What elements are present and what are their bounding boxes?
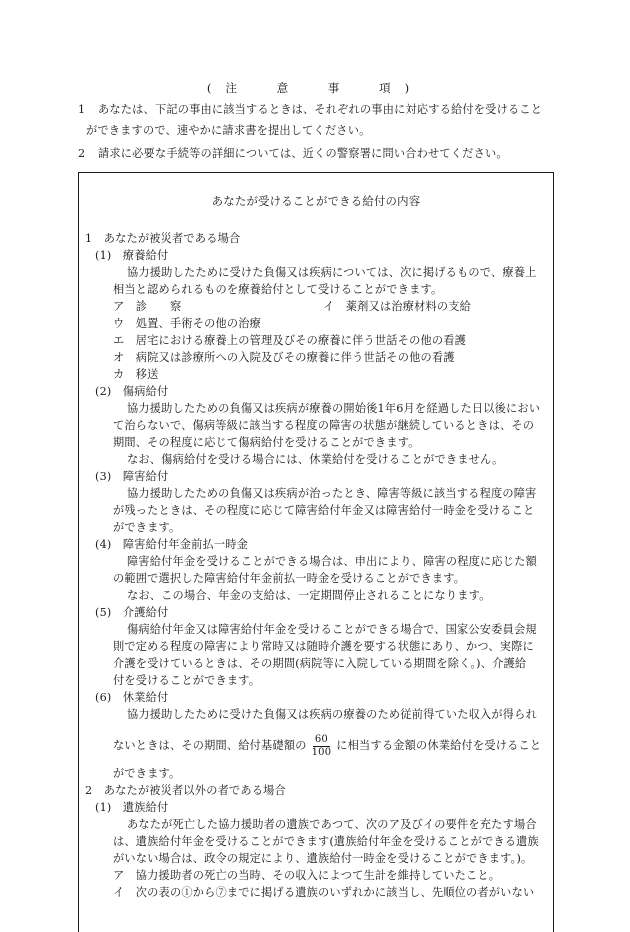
notice-item-number: 1 <box>78 103 86 116</box>
body-text: 協力援助したために受けた負傷又は疾病の療養のため従前得ていた収入が得られ <box>127 708 537 721</box>
notice-item-number: 2 <box>78 147 86 160</box>
body-text: 則で定める程度の障害により常時又は随時介護を要する状態にあり、かつ、実際に <box>113 640 534 653</box>
body-text: あなたが死亡した協力援助者の遺族であつて、次のア及びイの要件を充たす場合 <box>127 818 537 831</box>
list-item: エ 居宅における療養上の管理及びその療養に伴う世話その他の看護 <box>113 334 467 347</box>
body-text: て治らないで、傷病等級に該当する程度の障害の状態が継続しているときは、その <box>113 419 535 432</box>
body-text: 協力援助したために受けた負傷又は疾病については、次に掲げるもので、療養上 <box>127 266 537 279</box>
body-text: なお、この場合、年金の支給は、一定期間停止されることになります。 <box>127 589 491 602</box>
notice-item-2 <box>78 143 558 164</box>
list-item: イ 次の表の①から⑦までに掲げる遺族のいずれかに該当し、先順位の者がいない <box>113 886 535 899</box>
body-text: 期間、その程度に応じて傷病給付を受けることができます。 <box>113 436 420 449</box>
body-text: ができます。 <box>113 521 181 534</box>
body-text: は、遺族給付年金を受けることができます(遺族給付年金を受けることができる遺族 <box>113 835 539 848</box>
section-heading: 1 あなたが被災者である場合 <box>85 232 241 245</box>
body-text: ないときは、その期間、給付基礎額の <box>113 739 307 752</box>
list-item: カ 移送 <box>113 368 159 381</box>
fraction-numerator: 60 <box>314 733 328 745</box>
subsection-heading: (6) 休業給付 <box>95 691 169 704</box>
subsection-heading: (1) 遺族給付 <box>95 801 169 814</box>
body-text: がいない場合は、政令の規定により、遺族給付一時金を受けることができます。)。 <box>113 852 533 865</box>
fraction-denominator: 100 <box>311 746 332 758</box>
notice-item-text: あなたは、下記の事由に該当するときは、それぞれの事由に対応する給付を受けること <box>98 103 543 116</box>
fraction <box>310 734 334 759</box>
subsection-heading: (5) 介護給付 <box>95 606 169 619</box>
body-text: の範囲で選択した障害給付年金前払一時金を受けることができます。 <box>113 572 466 585</box>
list-item: ア 協力援助者の死亡の当時、その収入によつて生計を維持していたこと。 <box>113 869 501 882</box>
subsection-heading: (3) 障害給付 <box>95 470 169 483</box>
body-text-with-fraction <box>113 731 541 761</box>
body-text: 協力援助したための負傷又は疾病が治ったとき、障害等級に該当する程度の障害 <box>127 487 537 500</box>
body-text: 傷病給付年金又は障害給付年金を受けることができる場合で、国家公安委員会規 <box>127 623 537 636</box>
body-text: なお、傷病給付を受ける場合には、休業給付を受けることができません。 <box>127 453 504 466</box>
notice-title: (注 意 事 項) <box>206 81 424 95</box>
body-text: 障害給付年金を受けることができる場合は、申出により、障害の程度に応じた額 <box>127 555 537 568</box>
body-text: が残ったときは、その程度に応じて障害給付年金又は障害給付一時金を受けること <box>113 504 535 517</box>
benefits-box <box>78 172 554 932</box>
notice-item-text-continued: ができますので、速やかに請求書を提出してください。 <box>86 124 371 137</box>
list-item: オ 病院又は診療所への入院及びその療養に伴う世話その他の看護 <box>113 351 455 364</box>
subsection-heading: (4) 障害給付年金前払一時金 <box>95 538 249 551</box>
subsection-heading: (1) 療養給付 <box>95 249 169 262</box>
benefits-box-title: あなたが受けることができる給付の内容 <box>211 194 421 208</box>
body-text: 介護を受けているときは、その期間(病院等に入院している期間を除く。)、介護給 <box>113 657 527 670</box>
notice-item-text: 請求に必要な手続等の詳細については、近くの警察署に問い合わせてください。 <box>98 147 508 160</box>
subsection-heading: (2) 傷病給付 <box>95 385 169 398</box>
list-item: イ 薬剤又は治療材料の支給 <box>323 300 472 313</box>
section-heading: 2 あなたが被災者以外の者である場合 <box>85 784 286 797</box>
body-text: に相当する金額の休業給付を受けること <box>336 739 542 752</box>
notice-item-1 <box>78 99 558 141</box>
body-text: 協力援助したための負傷又は疾病が療養の開始後1年6月を経過した日以後におい <box>127 402 541 415</box>
list-item: ウ 処置、手術その他の治療 <box>113 317 262 330</box>
body-text: 相当と認められるものを療養給付として受けることができます。 <box>113 283 443 296</box>
body-text: 付を受けることができます。 <box>113 674 261 687</box>
list-item: ア 診 察 <box>113 300 182 313</box>
body-text: ができます。 <box>113 767 181 780</box>
